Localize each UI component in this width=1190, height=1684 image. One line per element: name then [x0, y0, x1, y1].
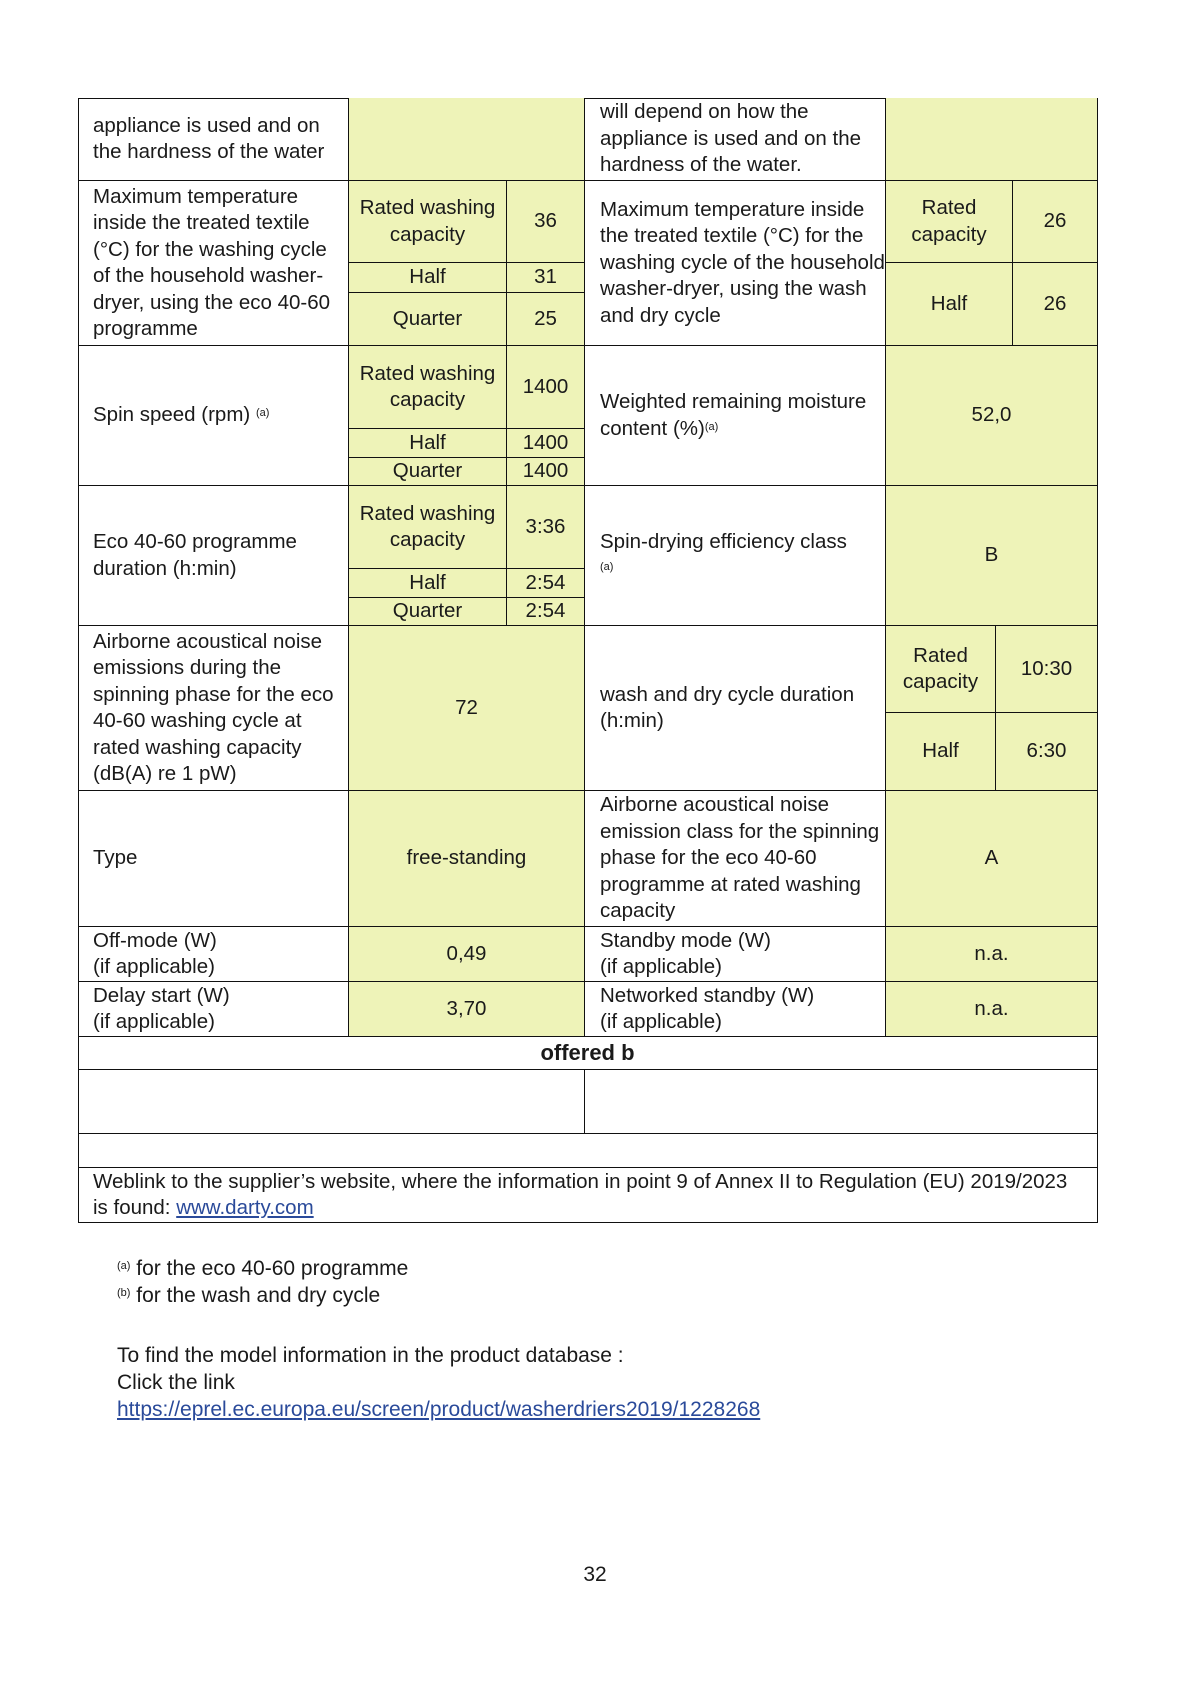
off-mode-value: 0,49 — [349, 927, 585, 982]
hardness-right-label: will depend on how the appliance is used and on the hardness of the water. — [585, 98, 886, 181]
eprel-database-link[interactable]: https://eprel.ec.europa.eu/screen/product/washerdriers2019/1228268 — [117, 1398, 761, 1421]
moisture-content-label: Weighted remaining moisture content (%)$^{(a)}$ — [585, 346, 886, 486]
max-temp-wd-rated-value: 26 — [1013, 181, 1098, 263]
hardness-right-value — [886, 98, 1098, 181]
duration-quarter-label: Quarter — [349, 598, 507, 626]
standby-mode-value: n.a. — [886, 927, 1098, 982]
empty-cell-left — [78, 1070, 585, 1134]
noise-emission-label: Airborne acoustical noise emissions during the spinning phase for the eco 40-60 washing cycle at rated washing capacity (dB(A) re 1 pW) — [78, 626, 349, 791]
eco-duration-label: Eco 40-60 programme duration (h:min) — [78, 486, 349, 626]
page-number: 32 — [583, 1563, 607, 1586]
standby-mode-label: Standby mode (W) (if applicable) — [585, 927, 886, 982]
spin-rated-label: Rated washing capacity — [349, 346, 507, 429]
max-temp-right-label: Maximum temperature inside the treated textile (°C) for the washing cycle of the household washer-dryer, using the wash and dry cycle — [585, 181, 886, 346]
duration-rated-value: 3:36 — [507, 486, 585, 569]
wash-dry-duration-label: wash and dry cycle duration (h:min) — [585, 626, 886, 791]
hardness-left-value — [349, 98, 585, 181]
spin-speed-footnote-mark: (a) — [255, 407, 270, 420]
spin-drying-class-label: Spin-drying efficiency class $^{(a)}$ — [585, 486, 886, 626]
wash-dry-rated-value: 10:30 — [996, 626, 1098, 713]
wash-dry-half-label: Half — [886, 713, 996, 791]
supplier-website-link[interactable]: www.darty.com — [176, 1196, 314, 1219]
footnote-b: $^{(b)}$ for the wash and dry cycle — [117, 1284, 381, 1307]
noise-class-value: A — [886, 791, 1098, 927]
spin-quarter-value: 1400 — [507, 458, 585, 486]
database-line-2: Click the link — [117, 1371, 235, 1394]
spin-drying-footnote-mark: (a) — [600, 560, 614, 573]
offered-header: offered b — [78, 1037, 1098, 1070]
duration-half-label: Half — [349, 569, 507, 598]
spin-drying-class-value: B — [886, 486, 1098, 626]
max-temp-rated-value: 36 — [507, 181, 585, 263]
spin-rated-value: 1400 — [507, 346, 585, 429]
networked-standby-value: n.a. — [886, 982, 1098, 1037]
footnote-a: $^{(a)}$ for the eco 40-60 programme — [117, 1257, 409, 1280]
networked-standby-label: Networked standby (W) (if applicable) — [585, 982, 886, 1037]
max-temp-quarter-value: 25 — [507, 293, 585, 346]
type-value: free-standing — [349, 791, 585, 927]
max-temp-wd-half-value: 26 — [1013, 263, 1098, 346]
moisture-content-value: 52,0 — [886, 346, 1098, 486]
database-line-1: To find the model information in the product database : — [117, 1344, 624, 1367]
duration-half-value: 2:54 — [507, 569, 585, 598]
wash-dry-half-value: 6:30 — [996, 713, 1098, 791]
max-temp-half-value: 31 — [507, 263, 585, 293]
eprel-link-wrap — [117, 1396, 760, 1423]
spin-half-value: 1400 — [507, 429, 585, 458]
hardness-left-label: appliance is used and on the hardness of the water — [78, 98, 349, 181]
duration-quarter-value: 2:54 — [507, 598, 585, 626]
spin-speed-label: Spin speed (rpm) $^{(a)}$ — [78, 346, 349, 486]
noise-emission-value: 72 — [349, 626, 585, 791]
weblink-text: Weblink to the supplier’s website, where the information in point 9 of Annex II to Regulation (EU) 2019/2023 is found: — [93, 1169, 1068, 1219]
off-mode-label: Off-mode (W) (if applicable) — [78, 927, 349, 982]
spin-half-label: Half — [349, 429, 507, 458]
max-temp-wd-half-label: Half — [886, 263, 1013, 346]
max-temp-half-label: Half — [349, 263, 507, 293]
wash-dry-rated-label: Rated capacity — [886, 626, 996, 713]
max-temp-left-label: Maximum temperature inside the treated textile (°C) for the washing cycle of the household washer-dryer, using the eco 40-60 programme — [78, 181, 349, 346]
moisture-footnote-mark: (a) — [704, 420, 719, 433]
delay-start-label: Delay start (W) (if applicable) — [78, 982, 349, 1037]
spin-quarter-label: Quarter — [349, 458, 507, 486]
max-temp-quarter-label: Quarter — [349, 293, 507, 346]
delay-start-value: 3,70 — [349, 982, 585, 1037]
max-temp-rated-label: Rated washing capacity — [349, 181, 507, 263]
noise-class-label: Airborne acoustical noise emission class for the spinning phase for the eco 40-60 programme at rated washing capacity — [585, 791, 886, 927]
max-temp-wd-rated-label: Rated capacity — [886, 181, 1013, 263]
type-label: Type — [78, 791, 349, 927]
duration-rated-label: Rated washing capacity — [349, 486, 507, 569]
weblink-row — [78, 1168, 1098, 1223]
empty-row — [78, 1134, 1098, 1168]
empty-cell-right — [585, 1070, 1098, 1134]
